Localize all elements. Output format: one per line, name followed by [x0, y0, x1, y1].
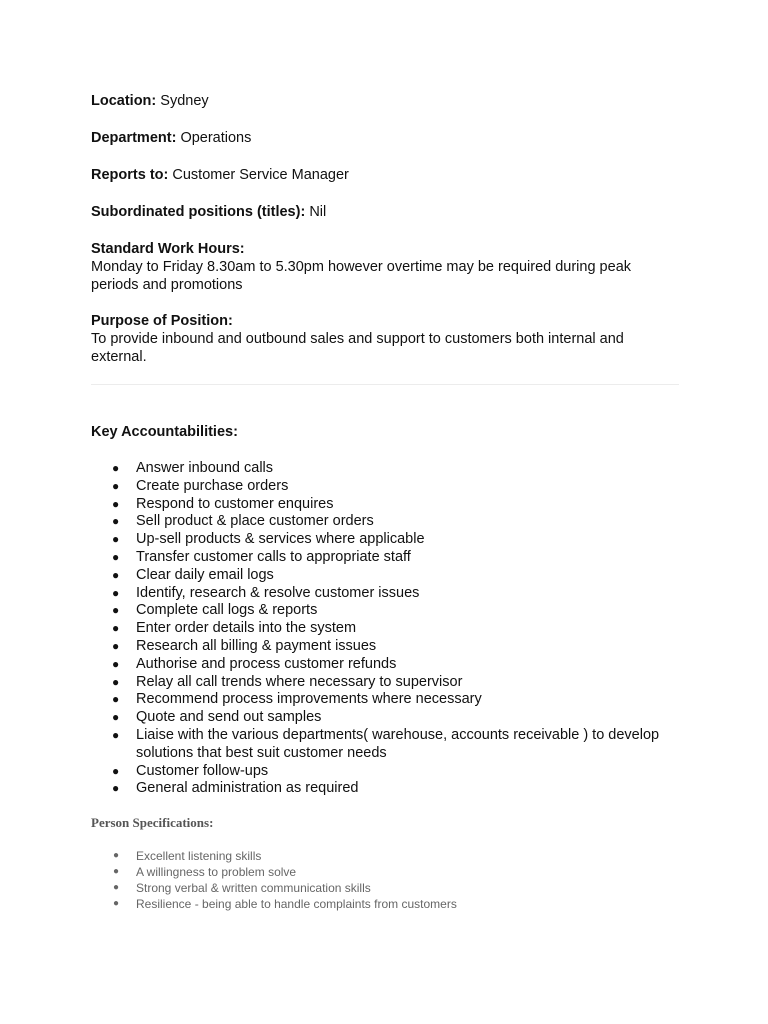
- location-label: Location:: [91, 93, 157, 109]
- list-item: ● Customer follow-ups: [112, 762, 269, 779]
- list-item: ● Enter order details into the system: [112, 620, 357, 637]
- bullet-icon: ●: [112, 585, 120, 600]
- department-label: Department:: [91, 130, 177, 146]
- purpose-text: To provide inbound and outbound sales and support to customers both internal and external.: [91, 331, 624, 365]
- subordinates-field: [91, 203, 681, 222]
- list-item: ● Resilience - being able to handle complaints from customers: [113, 897, 457, 912]
- list-item: ● Authorise and process customer refunds: [112, 655, 397, 672]
- bullet-icon: ●: [112, 603, 120, 618]
- reports-to-value: Customer Service Manager: [172, 167, 349, 183]
- list-item: ● Transfer customer calls to appropriate staff: [112, 548, 411, 565]
- location-field: [91, 92, 681, 111]
- bullet-icon: ●: [112, 781, 120, 796]
- reports-to-label: Reports to:: [91, 167, 169, 183]
- work-hours-text: Monday to Friday 8.30am to 5.30pm however overtime may be required during peak periods and promotions: [91, 259, 632, 293]
- key-accountabilities-list: [91, 460, 681, 798]
- purpose-label: Purpose of Position:: [91, 313, 233, 329]
- list-item: ● Complete call logs & reports: [112, 602, 318, 619]
- person-specifications-list: [91, 848, 681, 912]
- bullet-icon: ●: [113, 866, 120, 878]
- bullet-icon: ●: [112, 621, 120, 636]
- list-item: ● Respond to customer enquires: [112, 495, 334, 512]
- purpose-section: [91, 312, 681, 366]
- list-item: ● Strong verbal & written communication skills: [113, 881, 371, 896]
- bullet-icon: ●: [112, 727, 120, 742]
- bullet-icon: ●: [113, 882, 120, 894]
- bullet-icon: ●: [112, 638, 120, 653]
- list-item: ● Answer inbound calls: [112, 460, 274, 476]
- list-item: ● Research all billing & payment issues: [112, 637, 377, 654]
- list-item: ● Up-sell products & services where applicable: [112, 531, 425, 548]
- list-item: ● Recommend process improvements where necessary: [112, 691, 482, 708]
- list-item: ● A willingness to problem solve: [113, 865, 297, 880]
- location-value: Sydney: [160, 93, 209, 109]
- bullet-icon: ●: [112, 549, 120, 564]
- bullet-icon: ●: [112, 532, 120, 547]
- section-divider: [91, 384, 679, 385]
- bullet-icon: ●: [112, 763, 120, 778]
- bullet-icon: ●: [113, 850, 120, 862]
- list-item: ● Quote and send out samples: [112, 709, 322, 726]
- person-specifications-heading: Person Specifications:: [91, 815, 214, 831]
- list-item: ● Clear daily email logs: [112, 566, 274, 583]
- list-item: ● Create purchase orders: [112, 477, 289, 494]
- bullet-icon: ●: [112, 567, 120, 582]
- reports-to-field: [91, 166, 681, 185]
- document-body: [91, 92, 681, 912]
- work-hours-label: Standard Work Hours:: [91, 241, 245, 257]
- bullet-icon: ●: [112, 674, 120, 689]
- bullet-icon: ●: [112, 710, 120, 725]
- bullet-icon: ●: [113, 898, 120, 910]
- bullet-icon: ●: [112, 656, 120, 671]
- subordinates-label: Subordinated positions (titles):: [91, 204, 306, 220]
- list-item: ● Identify, research & resolve customer issues: [112, 584, 420, 601]
- list-item: ● Relay all call trends where necessary to supervisor: [112, 673, 463, 690]
- bullet-icon: ●: [112, 461, 120, 475]
- bullet-icon: ●: [112, 478, 120, 493]
- list-item: ● General administration as required: [112, 780, 359, 797]
- work-hours-section: [91, 240, 681, 294]
- bullet-icon: ●: [112, 692, 120, 707]
- key-accountabilities-heading: Key Accountabilities:: [91, 424, 238, 440]
- list-item: ● Excellent listening skills: [113, 849, 262, 864]
- bullet-icon: ●: [112, 496, 120, 511]
- bullet-icon: ●: [112, 514, 120, 529]
- subordinates-value: Nil: [309, 204, 327, 220]
- list-item: ● Sell product & place customer orders: [112, 513, 374, 530]
- list-item: ● Liaise with the various departments( warehouse, accounts receivable ) to develop solutions that best suit customer needs: [112, 726, 660, 761]
- department-field: [91, 129, 681, 148]
- department-value: Operations: [180, 130, 252, 146]
